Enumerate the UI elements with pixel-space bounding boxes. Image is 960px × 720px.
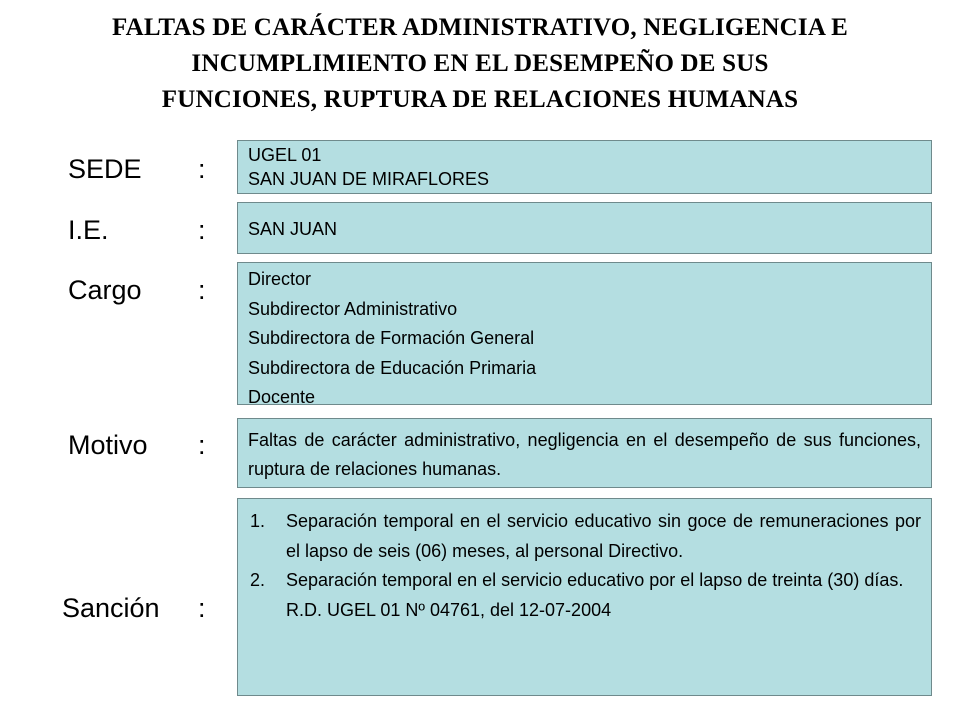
ie-colon: : xyxy=(198,215,206,245)
sancion-box xyxy=(237,498,932,696)
sancion-resolution: R.D. UGEL 01 Nº 04761, del 12-07-2004 xyxy=(286,599,612,620)
ie-line-1: SAN JUAN xyxy=(248,219,338,239)
ie-box xyxy=(237,202,932,254)
sancion-item-2-number: 2. xyxy=(250,570,266,590)
sede-colon: : xyxy=(198,154,206,184)
sancion-item-1-number: 1. xyxy=(250,511,266,531)
cargo-line-4: Subdirectora de Educación Primaria xyxy=(248,357,537,378)
sede-label: SEDE xyxy=(68,154,142,184)
cargo-label: Cargo xyxy=(68,275,142,305)
sede-line-1: UGEL 01 xyxy=(248,145,322,165)
sancion-item-1-text: Separación temporal en el servicio educativo sin goce de remuneraciones por el lapso de seis (06) meses, al personal Directivo. xyxy=(286,511,921,561)
motivo-label: Motivo xyxy=(68,430,148,460)
sede-box xyxy=(237,140,932,194)
title-line-2: INCUMPLIMIENTO EN EL DESEMPEÑO DE SUS xyxy=(191,50,769,77)
cargo-line-5: Docente xyxy=(248,387,316,405)
document-title xyxy=(20,10,940,118)
title-line-1: FALTAS DE CARÁCTER ADMINISTRATIVO, NEGLIGENCIA E xyxy=(111,14,849,41)
cargo-line-2: Subdirector Administrativo xyxy=(248,298,458,319)
sancion-item-2 xyxy=(250,566,921,596)
sancion-item-1 xyxy=(250,507,921,566)
motivo-box xyxy=(237,418,932,488)
cargo-line-1: Director xyxy=(248,269,312,289)
sede-line-2: SAN JUAN DE MIRAFLORES xyxy=(248,169,490,189)
ie-label: I.E. xyxy=(68,215,109,245)
cargo-line-3: Subdirectora de Formación General xyxy=(248,328,535,348)
sancion-label: Sanción xyxy=(62,593,160,623)
motivo-text: Faltas de carácter administrativo, negligencia en el desempeño de sus funciones, ruptura de relaciones humanas. xyxy=(248,430,921,479)
cargo-box xyxy=(237,262,932,405)
title-line-3: FUNCIONES, RUPTURA DE RELACIONES HUMANAS xyxy=(161,86,799,113)
motivo-colon: : xyxy=(198,430,206,460)
sancion-colon: : xyxy=(198,593,206,623)
cargo-colon: : xyxy=(198,275,206,305)
sancion-item-2-text: Separación temporal en el servicio educativo por el lapso de treinta (30) días. xyxy=(286,570,904,590)
